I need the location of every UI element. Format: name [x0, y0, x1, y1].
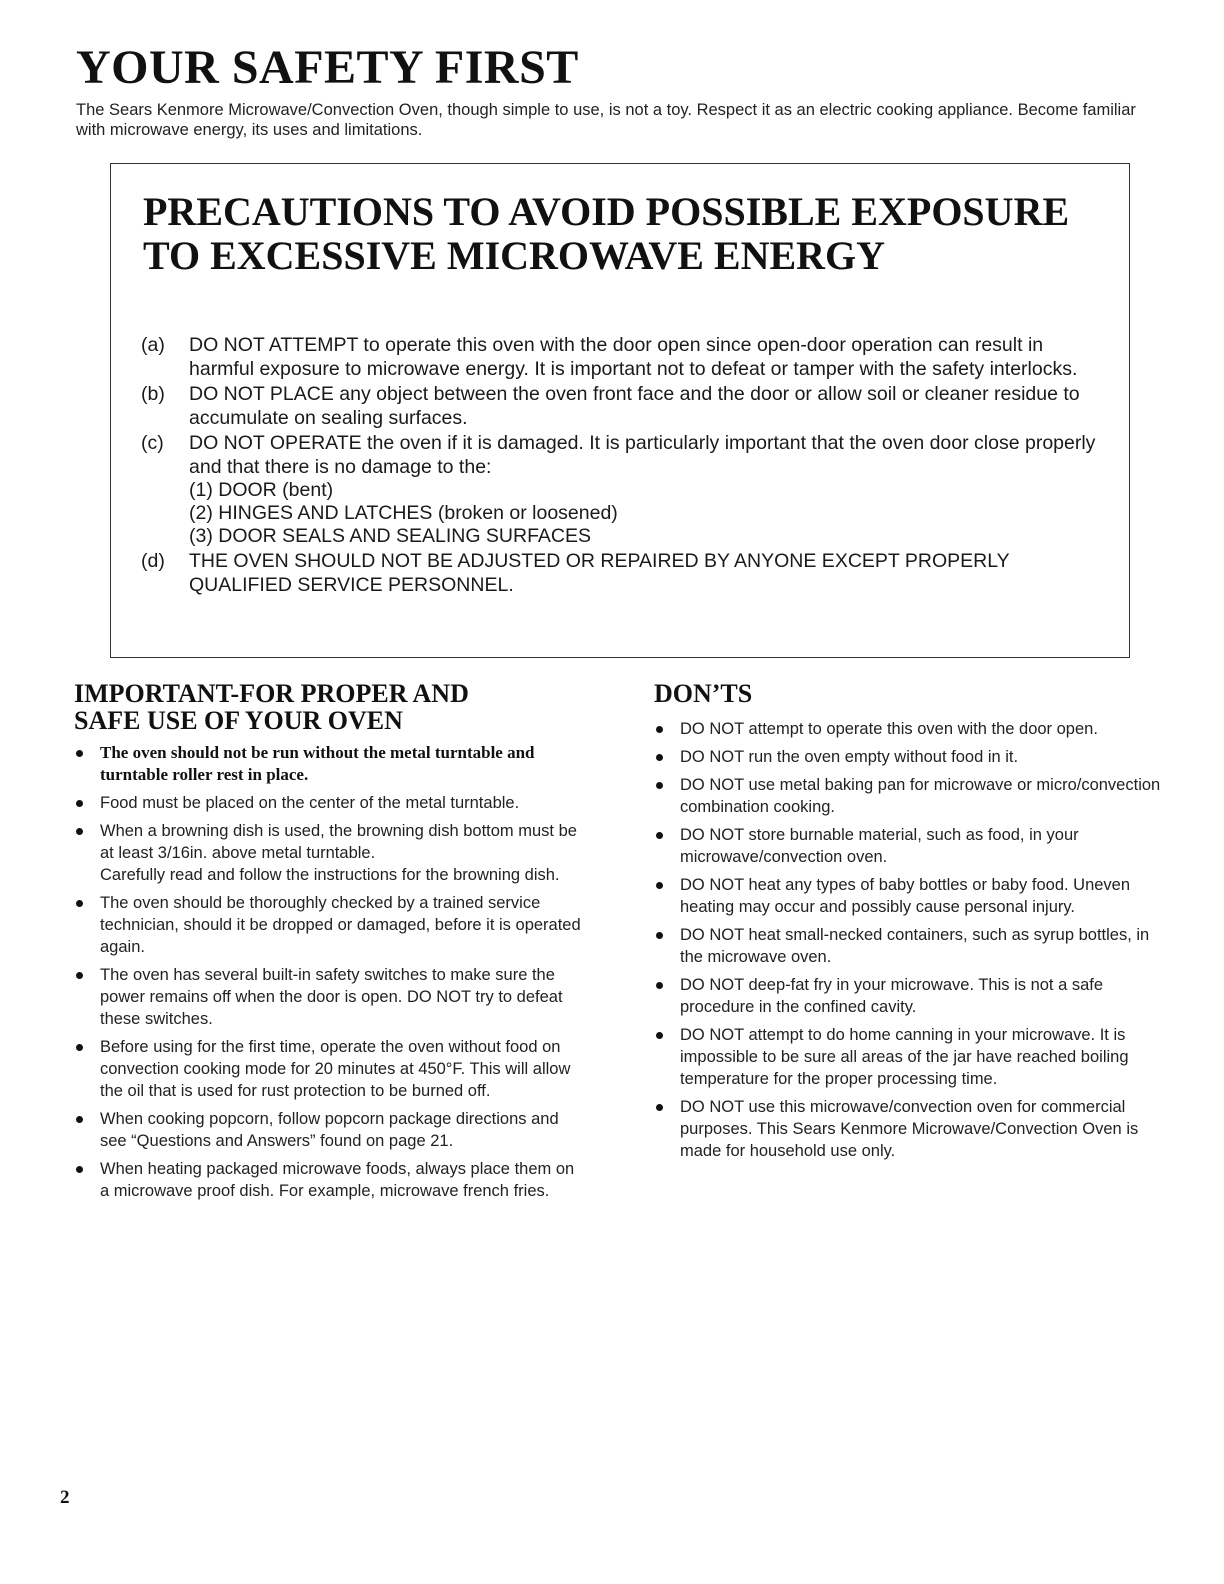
bullet-dot-icon — [656, 832, 663, 839]
important-item — [74, 1108, 586, 1152]
precaution-item-a — [141, 334, 1101, 381]
bullet-dot-icon — [656, 932, 663, 939]
bullet-dot-icon — [76, 1166, 83, 1173]
dont-item-text: DO NOT use this microwave/convection oven for commercial purposes. This Sears Kenmore Microwave/Convection Oven is made for household use only. — [680, 1098, 1139, 1160]
important-item-text: When cooking popcorn, follow popcorn package directions and see “Questions and Answers” found on page 21. — [100, 1110, 559, 1150]
precaution-marker: (c) — [141, 432, 164, 454]
bullet-dot-icon — [76, 828, 83, 835]
bullet-dot-icon — [76, 972, 83, 979]
dont-item — [654, 974, 1166, 1018]
bullet-dot-icon — [656, 726, 663, 733]
bullet-dot-icon — [76, 800, 83, 807]
page-title: YOUR SAFETY FIRST — [76, 41, 579, 94]
dont-item — [654, 924, 1166, 968]
important-item-text: The oven should not be run without the metal turntable and turntable roller rest in place. — [100, 743, 535, 784]
precaution-item-d — [141, 550, 1101, 597]
bullet-dot-icon — [656, 782, 663, 789]
donts-section — [654, 680, 1166, 1168]
important-item-text: The oven should be thoroughly checked by a trained service technician, should it be dropped or damaged, before it is operated again. — [100, 894, 581, 956]
bullet-dot-icon — [76, 900, 83, 907]
important-heading-line1: IMPORTANT-FOR PROPER AND — [74, 679, 469, 708]
dont-item — [654, 824, 1166, 868]
dont-item-text: DO NOT attempt to do home canning in your microwave. It is impossible to be sure all areas of the jar have reached boiling temperature for the proper processing time. — [680, 1026, 1129, 1088]
dont-item-text: DO NOT attempt to operate this oven with the door open. — [680, 720, 1098, 738]
important-item — [74, 1158, 586, 1202]
bullet-dot-icon — [656, 982, 663, 989]
precaution-marker: (b) — [141, 383, 165, 405]
dont-item-text: DO NOT heat any types of baby bottles or baby food. Uneven heating may occur and possibly cause personal injury. — [680, 876, 1131, 916]
damage-sub-item: (3) DOOR SEALS AND SEALING SURFACES — [189, 525, 592, 547]
page-number: 2 — [60, 1487, 70, 1508]
important-item — [74, 964, 586, 1030]
browning-note: Carefully read and follow the instructions for the browning dish. — [100, 866, 560, 884]
precaution-marker: (d) — [141, 550, 165, 572]
important-item-text: Before using for the first time, operate the oven without food on convection cooking mode for 20 minutes at 450°F. This will allow the oil that is used for rust protection to be burned off. — [100, 1038, 571, 1100]
precautions-box — [110, 163, 1130, 658]
damage-sub-item: (1) DOOR (bent) — [189, 479, 334, 501]
precaution-text: DO NOT OPERATE the oven if it is damaged. It is particularly important that the oven door close properly and that there is no damage to the: — [189, 432, 1096, 478]
precaution-text: THE OVEN SHOULD NOT BE ADJUSTED OR REPAIRED BY ANYONE EXCEPT PROPERLY QUALIFIED SERVICE PERSONNEL. — [189, 550, 1010, 596]
dont-item-text: DO NOT heat small-necked containers, such as syrup bottles, in the microwave oven. — [680, 926, 1150, 966]
important-item-text: When a browning dish is used, the browning dish bottom must be at least 3/16in. above metal turntable. — [100, 822, 577, 862]
bullet-dot-icon — [656, 1104, 663, 1111]
important-item-text: When heating packaged microwave foods, always place them on a microwave proof dish. For example, microwave french fries. — [100, 1160, 575, 1200]
important-section — [74, 680, 586, 1208]
important-item — [74, 892, 586, 958]
donts-list — [654, 718, 1166, 1162]
precaution-marker: (a) — [141, 334, 165, 356]
precautions-title: PRECAUTIONS TO AVOID POSSIBLE EXPOSURE TO EXCESSIVE MICROWAVE ENERGY — [143, 189, 1070, 278]
bullet-dot-icon — [656, 754, 663, 761]
bullet-dot-icon — [656, 882, 663, 889]
dont-item — [654, 746, 1166, 768]
important-heading-line2: SAFE USE OF YOUR OVEN — [74, 706, 403, 735]
important-item — [74, 820, 586, 886]
dont-item — [654, 874, 1166, 918]
damage-sub-list — [189, 479, 1101, 548]
precaution-item-c — [141, 432, 1101, 548]
damage-sub-item: (2) HINGES AND LATCHES (broken or loosened) — [189, 502, 618, 524]
important-heading — [74, 680, 586, 734]
bullet-dot-icon — [76, 750, 83, 757]
bullet-dot-icon — [656, 1032, 663, 1039]
important-item — [74, 792, 586, 814]
precaution-item-b — [141, 383, 1101, 430]
important-list — [74, 742, 586, 1202]
dont-item — [654, 1024, 1166, 1090]
intro-paragraph: The Sears Kenmore Microwave/Convection Oven, though simple to use, is not a toy. Respect it as an electric cooking appliance. Become familiar with microwave energy, its uses and limitations. — [76, 101, 1136, 139]
dont-item — [654, 1096, 1166, 1162]
precaution-text: DO NOT ATTEMPT to operate this oven with the door open since open-door operation can result in harmful exposure to microwave energy. It is important not to defeat or tamper with the safety interlocks. — [189, 334, 1078, 380]
donts-heading: DON’TS — [654, 679, 753, 708]
dont-item-text: DO NOT store burnable material, such as food, in your microwave/convection oven. — [680, 826, 1079, 866]
dont-item-text: DO NOT use metal baking pan for microwave or micro/convection combination cooking. — [680, 776, 1161, 816]
dont-item-text: DO NOT deep-fat fry in your microwave. This is not a safe procedure in the confined cavity. — [680, 976, 1104, 1016]
important-item-text: Food must be placed on the center of the metal turntable. — [100, 794, 520, 812]
dont-item-text: DO NOT run the oven empty without food in it. — [680, 748, 1019, 766]
important-item — [74, 1036, 586, 1102]
bullet-dot-icon — [76, 1044, 83, 1051]
dont-item — [654, 774, 1166, 818]
important-item-text: The oven has several built-in safety switches to make sure the power remains off when the door is open. DO NOT try to defeat these switches. — [100, 966, 563, 1028]
dont-item — [654, 718, 1166, 740]
important-item — [74, 742, 586, 786]
precaution-text: DO NOT PLACE any object between the oven front face and the door or allow soil or cleaner residue to accumulate on sealing surfaces. — [189, 383, 1080, 429]
bullet-dot-icon — [76, 1116, 83, 1123]
precautions-list — [141, 334, 1101, 599]
